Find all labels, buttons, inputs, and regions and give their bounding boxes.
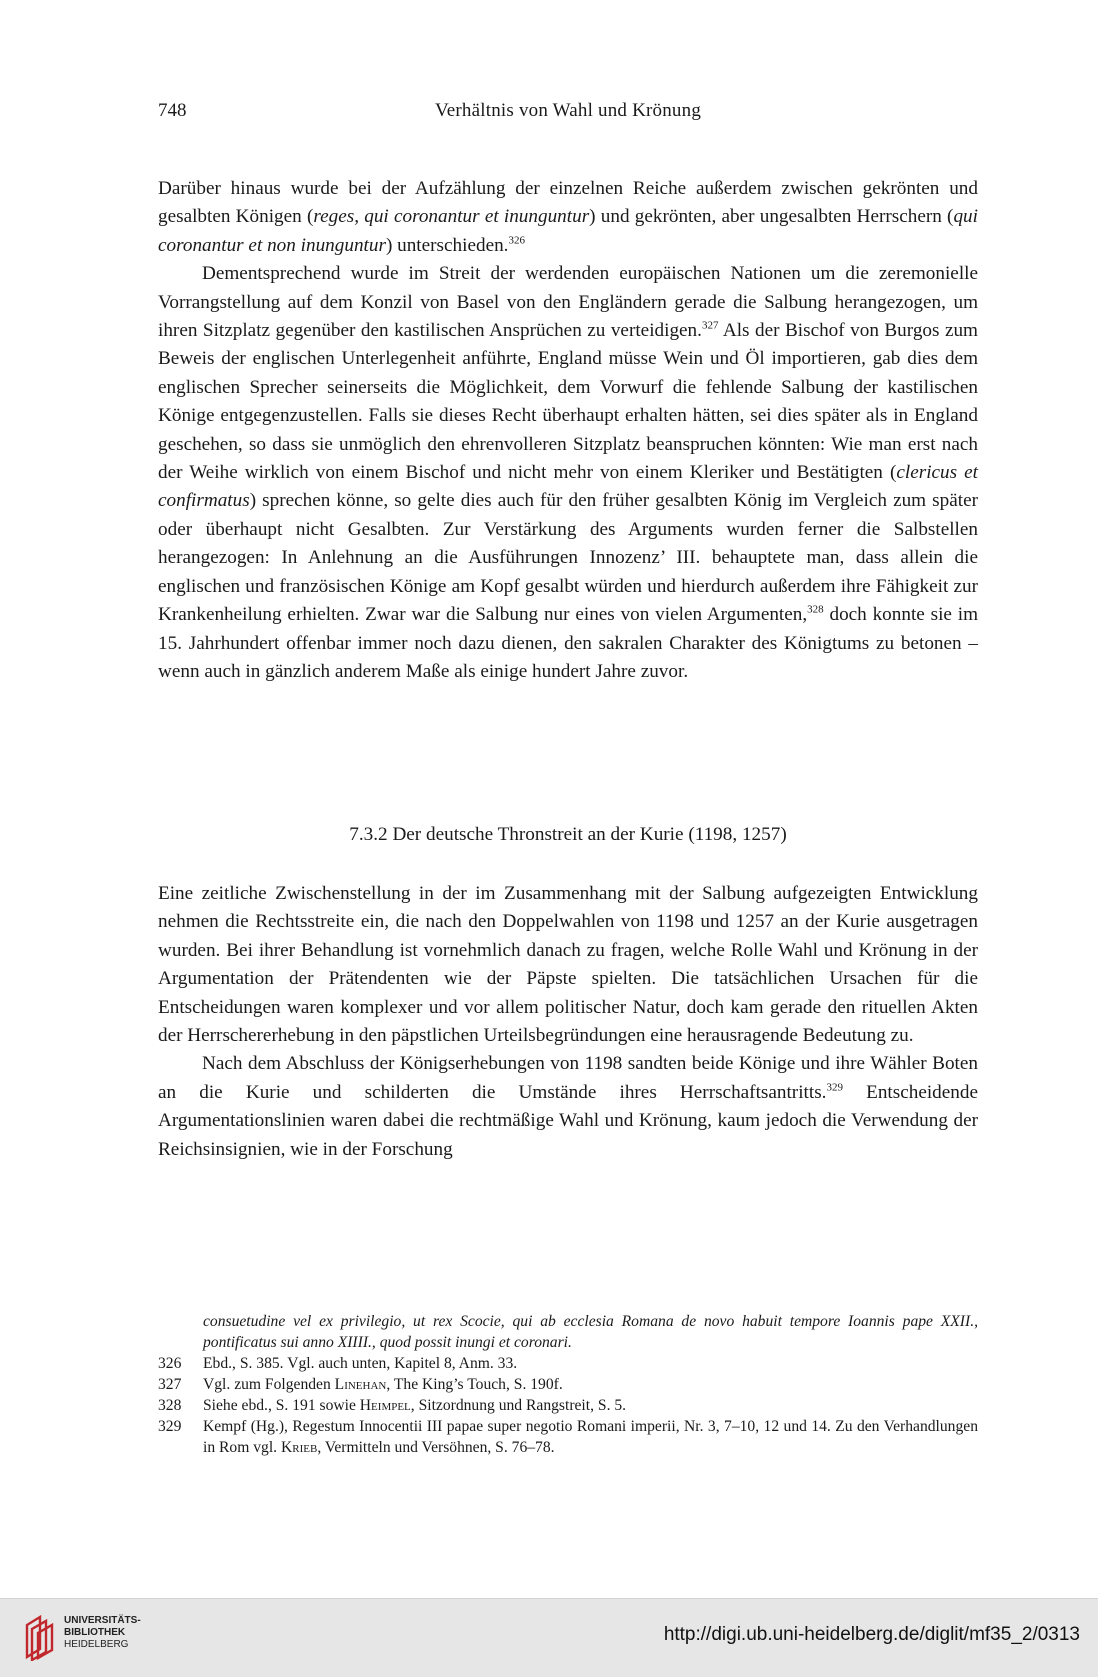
footnote-text	[203, 1374, 978, 1395]
footnote-number: 327	[158, 1376, 182, 1393]
text-run: Vgl. zum Folgenden	[203, 1376, 335, 1393]
footnote-text	[203, 1395, 978, 1416]
footnote-continuation: consuetudine vel ex privilegio, ut rex Scocie, qui ab ecclesia Romana de novo habuit tempore Ioannis pape XXII., pontificatus sui anno XIIII., quod possit inungi et coronari.	[203, 1313, 978, 1351]
paragraph-3: Eine zeitliche Zwischenstellung in der im Zusammenhang mit der Salbung aufgezeigten Entwicklung nehmen die Rechtsstreite ein, die nach den Doppelwahlen von 1198 und 1257 an der Kurie ausgetragen wurden. Bei ihrer Behandlung ist vornehmlich danach zu fragen, welche Rolle Wahl und Krönung in der Argumentation der Prätendenten wie der Päpste spielten. Die tatsächlichen Ursachen für die Entscheidungen waren komplexer und vor allem politischer Natur, doch kam gerade den rituellen Akten der Herrschererhebung in den päpstlichen Urteilsbegründungen eine herausragende Bedeutung zu.	[158, 883, 978, 1047]
footnote-328	[158, 1395, 978, 1416]
page-header	[158, 100, 978, 130]
footnote-number: 328	[158, 1397, 182, 1414]
body-text-upper	[158, 175, 978, 686]
text-run: Als der Bischof von Burgos zum Beweis der englischen Unterlegenheit anführte, England müsse Wein und Öl importieren, gab dies dem englischen Sprecher seinerseits die Möglichkeit, dem Vorwurf die fehlende Salbung der kastilischen Könige entgegenzustellen. Falls sie dieses Recht überhaupt erhalten hätten, sei dies später als in England geschehen, so dass sie unmöglich den ehrenvolleren Sitzplatz beanspruchen könnten: Wie man erst nach der Weihe wirklich von einem Bischof und nicht mehr von einem Kleriker und Bestätigten (	[158, 320, 978, 484]
library-name	[64, 1615, 141, 1651]
footnote-326	[158, 1353, 978, 1374]
library-name-line: HEIDELBERG	[64, 1639, 129, 1650]
library-name-line: BIBLIOTHEK	[64, 1627, 126, 1638]
footnote-ref-326[interactable]: 326	[508, 234, 525, 247]
text-run: , Vermitteln und Versöhnen, S. 76–78.	[317, 1439, 555, 1456]
footnote-327	[158, 1374, 978, 1395]
footnotes	[158, 1311, 978, 1458]
author-name: Linehan	[334, 1376, 387, 1393]
library-logo[interactable]	[22, 1611, 172, 1665]
footnote-text: Ebd., S. 385. Vgl. auch unten, Kapitel 8, Anm. 33.	[203, 1355, 518, 1372]
author-name: Krieb	[280, 1439, 318, 1456]
page-number: 748	[158, 100, 187, 121]
text-run: Darüber hinaus wurde bei der Aufzählung der einzelnen Reiche außerdem zwischen gekrönten und gesalbten Königen (	[158, 178, 978, 228]
text-run: Siehe ebd., S. 191 sowie	[203, 1397, 360, 1414]
latin-quote: qui coronantur et non inunguntur	[158, 206, 978, 256]
text-run: ) unterschieden.	[385, 234, 509, 256]
text-run: ) sprechen könne, so gelte dies auch für den früher gesalbten König im Vergleich zum später oder überhaupt nicht Gesalbten. Zur Verstärkung des Arguments wurden ferner die Salbstellen herangezogen: In Anlehnung an die Ausführungen Innozenz’ III. behauptete man, dass allein die englischen und französischen Könige am Kopf gesalbt würden und hierdurch außerdem ihre Fähigkeit zur Krankenheilung erhielten. Zwar war die Salbung nur eines von vielen Argumenten,	[158, 490, 978, 626]
footnote-ref-329[interactable]: 329	[826, 1081, 843, 1094]
text-run: Kempf (Hg.), Regestum Innocentii III papae super negotio Romani imperii, Nr. 3, 7–10, 12 und 14. Zu den Verhandlungen in Rom vgl.	[203, 1418, 978, 1456]
text-run: Nach dem Abschluss der Königserhebungen von 1198 sandten beide Könige und ihre Wähler Boten an die Kurie und schilderten die Umstände ihres Herrschaftsantritts.	[158, 1053, 978, 1103]
library-logo-icon	[22, 1611, 60, 1661]
text-run: ) und gekrönten, aber ungesalbten Herrschern (	[589, 206, 954, 228]
text-run: , Sitzordnung und Rangstreit, S. 5.	[410, 1397, 627, 1414]
section-heading: 7.3.2 Der deutsche Thronstreit an der Kurie (1198, 1257)	[349, 824, 787, 845]
footnote-329	[158, 1416, 978, 1458]
running-title: Verhältnis von Wahl und Krönung	[434, 100, 702, 121]
author-name: Heimpel	[359, 1397, 411, 1414]
text-run: , The King’s Touch, S. 190f.	[386, 1376, 563, 1393]
footnote-ref-328[interactable]: 328	[807, 603, 824, 616]
text-run: Entscheidende Argumentationslinien waren dabei die rechtmäßige Wahl und Krönung, kaum jedoch die Verwendung der Reichsinsignien, wie in der Forschung	[158, 1081, 978, 1160]
footnote-ref-327[interactable]: 327	[701, 319, 719, 332]
paragraph-2	[158, 260, 978, 686]
viewer-footer	[0, 1598, 1098, 1677]
latin-quote: reges, qui coronantur et inunguntur	[313, 206, 590, 228]
library-name-line: UNIVERSITÄTS-	[64, 1615, 141, 1626]
footnote-number: 326	[158, 1355, 182, 1372]
text-run: Dementsprechend wurde im Streit der werdenden europäischen Nationen um die zeremonielle Vorrangstellung auf dem Konzil von Basel von den Engländern gerade die Salbung herangezogen, um ihren Sitzplatz gegenüber den kastilischen Ansprüchen zu verteidigen.	[158, 263, 978, 342]
permalink-url[interactable]: http://digi.ub.uni-heidelberg.de/diglit/mf35_2/0313	[663, 1624, 1080, 1645]
latin-quote: clericus et confirmatus	[158, 462, 978, 512]
footnote-number: 329	[158, 1418, 182, 1435]
footnote-text	[203, 1416, 978, 1458]
paragraph-1	[158, 175, 978, 260]
body-text-lower	[158, 880, 978, 1164]
paragraph-4	[158, 1050, 978, 1164]
text-run: doch konnte sie im 15. Jahrhundert offenbar immer noch dazu dienen, den sakralen Charakter des Königtums zu betonen – wenn auch in gänzlich anderem Maße als einige hundert Jahre zuvor.	[158, 604, 978, 682]
